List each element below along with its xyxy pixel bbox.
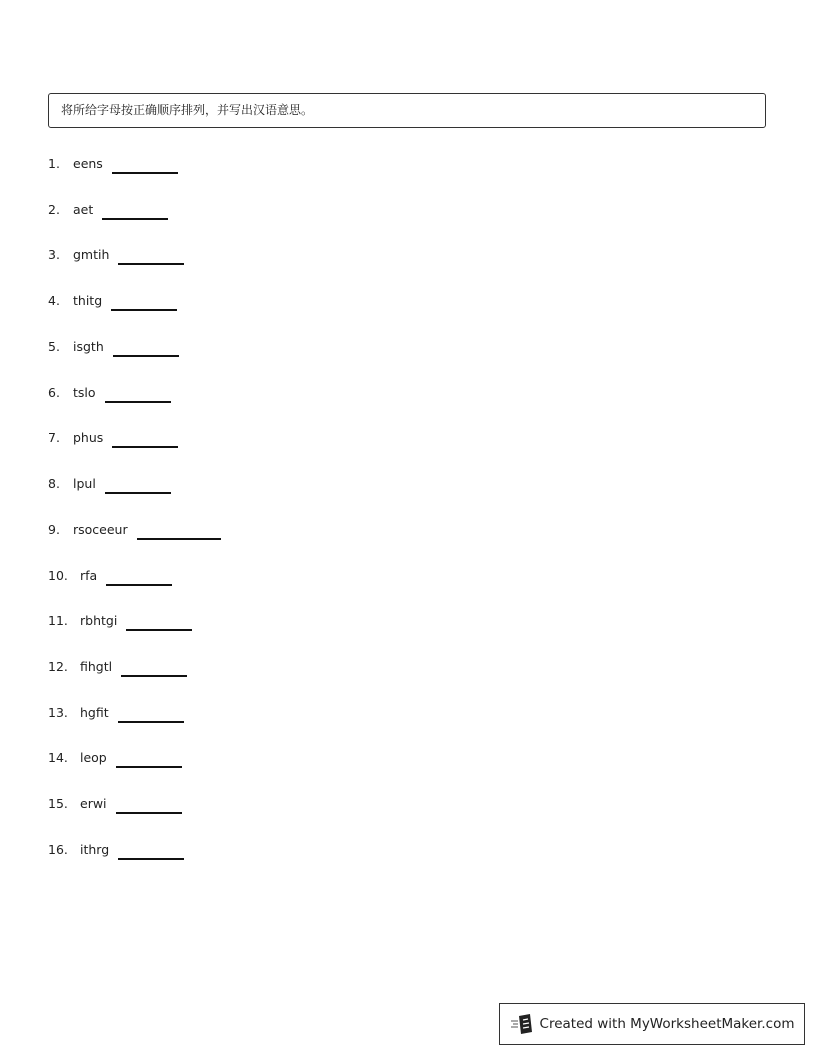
answer-blank[interactable] bbox=[126, 628, 192, 631]
list-item bbox=[48, 293, 177, 313]
list-item bbox=[48, 156, 178, 176]
list-item bbox=[48, 339, 179, 359]
scrambled-word: rfa bbox=[80, 567, 98, 583]
answer-blank[interactable] bbox=[116, 811, 182, 814]
scrambled-word: hgfit bbox=[80, 704, 109, 720]
item-number: 11. bbox=[48, 613, 68, 629]
answer-blank[interactable] bbox=[112, 445, 178, 448]
scrambled-word: leop bbox=[80, 750, 107, 766]
scrambled-word: erwi bbox=[80, 796, 107, 812]
item-number: 9. bbox=[48, 521, 60, 537]
scrambled-word: gmtih bbox=[73, 247, 110, 263]
item-number: 10. bbox=[48, 567, 68, 583]
answer-blank[interactable] bbox=[118, 720, 184, 723]
list-item bbox=[48, 568, 172, 588]
answer-blank[interactable] bbox=[121, 674, 187, 677]
item-number: 1. bbox=[48, 156, 60, 171]
answer-blank[interactable] bbox=[105, 400, 171, 403]
scrambled-word: aet bbox=[73, 201, 94, 217]
instructions-box: 将所给字母按正确顺序排列，并写出汉语意思。 bbox=[48, 93, 766, 128]
scrambled-word: fihgtl bbox=[80, 659, 113, 675]
worksheet-logo-icon bbox=[510, 1013, 534, 1035]
item-number: 2. bbox=[48, 201, 60, 217]
item-number: 6. bbox=[48, 384, 60, 400]
answer-blank[interactable] bbox=[102, 217, 168, 220]
answer-blank[interactable] bbox=[112, 171, 178, 174]
scrambled-word: lpul bbox=[73, 476, 96, 492]
item-number: 15. bbox=[48, 796, 68, 812]
item-number: 12. bbox=[48, 659, 68, 675]
list-item bbox=[48, 202, 168, 222]
list-item bbox=[48, 705, 184, 725]
scrambled-word: rbhtgi bbox=[80, 613, 118, 629]
footer-badge[interactable] bbox=[499, 1003, 805, 1045]
scrambled-word: rsoceeur bbox=[73, 521, 128, 537]
list-item bbox=[48, 476, 171, 496]
list-item bbox=[48, 842, 184, 862]
list-item bbox=[48, 247, 184, 267]
item-number: 16. bbox=[48, 841, 68, 857]
answer-blank[interactable] bbox=[118, 857, 184, 860]
footer-text: Created with MyWorksheetMaker.com bbox=[539, 1016, 795, 1032]
item-number: 14. bbox=[48, 750, 68, 766]
answer-blank[interactable] bbox=[111, 308, 177, 311]
answer-blank[interactable] bbox=[113, 354, 179, 357]
answer-blank[interactable] bbox=[105, 491, 171, 494]
list-item bbox=[48, 796, 182, 816]
list-item bbox=[48, 385, 171, 405]
scrambled-word: eens bbox=[73, 156, 103, 171]
item-number: 5. bbox=[48, 338, 60, 354]
scrambled-word: isgth bbox=[73, 338, 104, 354]
scrambled-word: ithrg bbox=[80, 841, 110, 857]
item-number: 3. bbox=[48, 247, 60, 263]
answer-blank[interactable] bbox=[118, 262, 184, 265]
list-item bbox=[48, 750, 182, 770]
item-number: 4. bbox=[48, 293, 60, 309]
list-item bbox=[48, 522, 221, 542]
answer-blank[interactable] bbox=[116, 765, 182, 768]
list-item bbox=[48, 613, 192, 633]
list-item bbox=[48, 659, 187, 679]
list-item bbox=[48, 430, 178, 450]
item-number: 7. bbox=[48, 430, 60, 446]
item-number: 8. bbox=[48, 476, 60, 492]
answer-blank[interactable] bbox=[106, 583, 172, 586]
item-number: 13. bbox=[48, 704, 68, 720]
scrambled-word: tslo bbox=[73, 384, 96, 400]
answer-blank[interactable] bbox=[137, 537, 221, 540]
scrambled-word: thitg bbox=[73, 293, 103, 309]
scrambled-word: phus bbox=[73, 430, 104, 446]
